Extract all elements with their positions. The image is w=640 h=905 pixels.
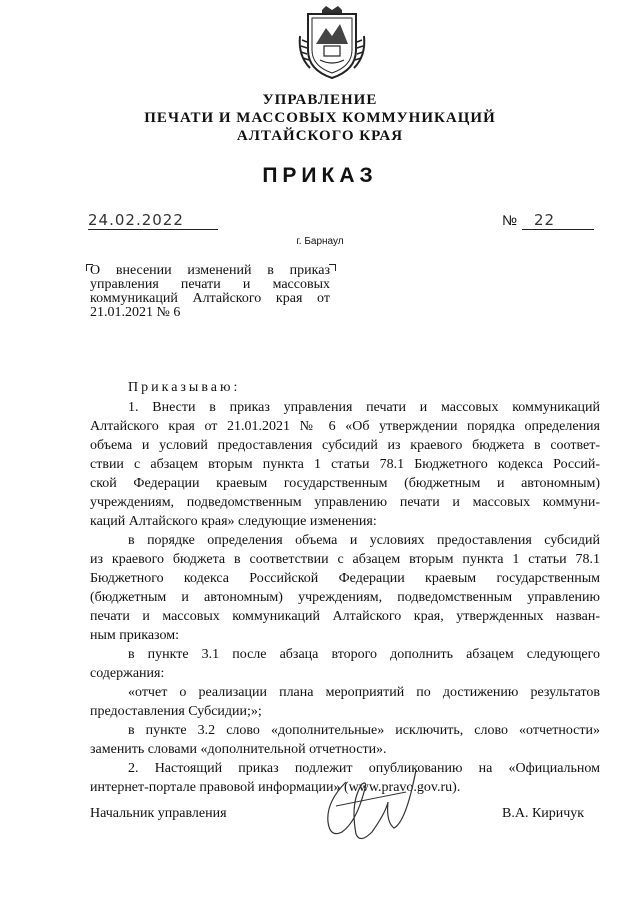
- body-line: учреждениям, подведомственным управлению печати и массовых коммуни-: [90, 495, 600, 510]
- signer-name: В.А. Киричук: [502, 806, 585, 821]
- body-line: в пункте 3.1 после абзаца второго дополнить абзацем следующего: [128, 647, 600, 662]
- body-line: заменить словами «дополнительной отчетности».: [90, 742, 387, 757]
- document-title: ПРИКАЗ: [262, 164, 378, 187]
- city: г. Барнаул: [296, 236, 344, 247]
- body-line: Бюджетного кодекса Российской Федерации краевым государственным: [90, 571, 600, 586]
- body-line: ской Федерации краевым государственным (бюджетным и автономным): [90, 476, 600, 491]
- body-line: из краевого бюджета в соответствии с абзацем вторым пункта 1 статьи 78.1: [90, 552, 600, 567]
- coat-of-arms-emblem: [296, 6, 368, 82]
- body-line: 1. Внести в приказ управления печати и массовых коммуникаций: [128, 400, 600, 415]
- subject-block: [90, 264, 330, 320]
- body-line: в пункте 3.2 слово «дополнительные» исключить, слово «отчетности»: [128, 723, 600, 738]
- number-field: [522, 211, 594, 230]
- body-line: «отчет о реализации плана мероприятий по достижению результатов: [128, 685, 600, 700]
- date-value: 24.02.2022: [88, 211, 184, 229]
- org-name-line-2: ПЕЧАТИ И МАССОВЫХ КОММУНИКАЦИЙ: [144, 110, 496, 126]
- body-line: печати и массовых коммуникаций Алтайского края, утвержденных назван-: [90, 609, 600, 624]
- body-line: в порядке определения объема и условиях предоставления субсидий: [128, 533, 600, 548]
- body-line: интернет-портале правовой информации» (www.pravo.gov.ru).: [90, 780, 461, 795]
- body-line: предоставления Субсидии;»;: [90, 704, 262, 719]
- body-line: ствии с абзацем вторым пункта 1 статьи 78.1 Бюджетного кодекса Россий-: [90, 457, 600, 472]
- body-line: Алтайского края от 21.01.2021 № 6 «Об утверждении порядка определения: [90, 419, 600, 434]
- body-line: ным приказом:: [90, 628, 179, 643]
- date-field: [88, 211, 218, 230]
- number-value: 22: [534, 211, 556, 229]
- body-line: каций Алтайского края» следующие изменения:: [90, 514, 377, 529]
- signer-position: Начальник управления: [90, 806, 227, 821]
- org-name-line-3: АЛТАЙСКОГО КРАЯ: [236, 128, 404, 144]
- order-word: Приказываю:: [128, 380, 241, 395]
- subject-text: О внесении изменений в приказ управления печати и массовых коммуникаций Алтайского края от 21.01.2021 № 6: [90, 263, 330, 320]
- body-line: объема и условий предоставления субсидий из краевого бюджета в соответ-: [90, 438, 600, 453]
- handwritten-signature: [316, 762, 426, 852]
- body-line: 2. Настоящий приказ подлежит опубликованию на «Официальном: [128, 761, 600, 776]
- body-line: (бюджетным и автономным) учреждениям, подведомственным управлению: [90, 590, 600, 605]
- number-label: №: [502, 212, 518, 228]
- org-name-line-1: УПРАВЛЕНИЕ: [262, 92, 378, 108]
- body-line: содержания:: [90, 666, 165, 681]
